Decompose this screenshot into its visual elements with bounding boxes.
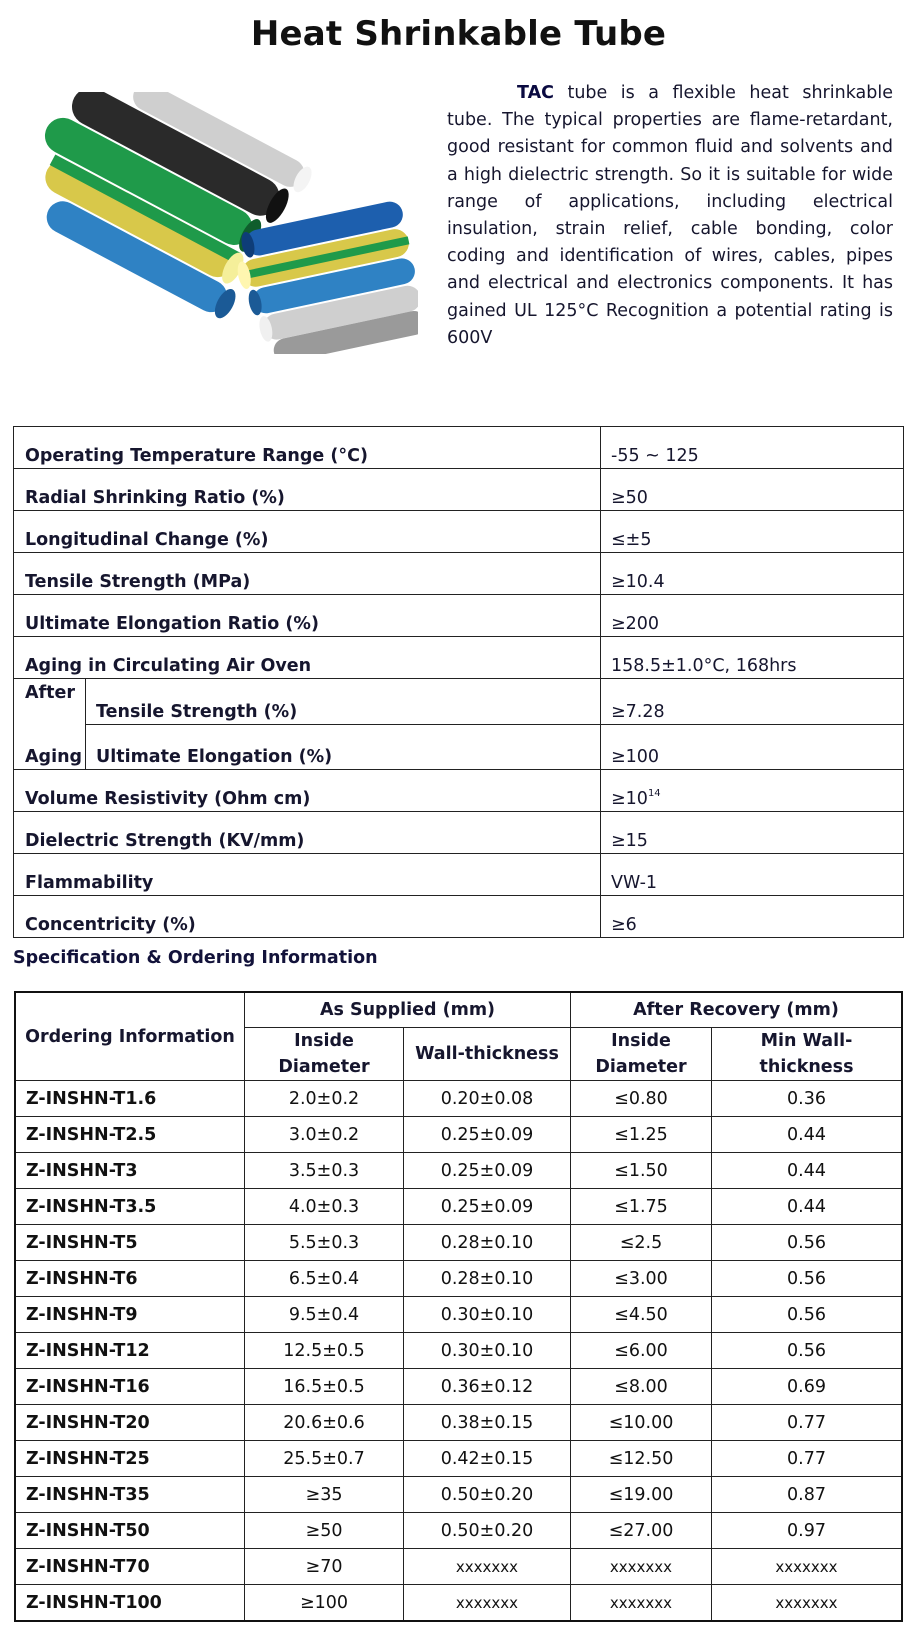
supplied-wall-thickness: 0.42±0.15: [404, 1441, 571, 1477]
table-row: [15, 1369, 902, 1405]
after-aging-row: [14, 724, 904, 770]
supplied-inside-diameter: ≥70: [245, 1549, 404, 1585]
table-row: [15, 1441, 902, 1477]
recovered-inside-diameter: ≤0.80: [571, 1081, 712, 1117]
header-inside-diameter: [245, 1028, 404, 1081]
after-aging-row: [14, 679, 904, 725]
property-value: ≥10.4: [601, 553, 904, 595]
recovered-min-wall: 0.56: [712, 1261, 903, 1297]
recovered-min-wall: 0.56: [712, 1333, 903, 1369]
property-row: [14, 553, 904, 595]
recovered-min-wall: 0.44: [712, 1189, 903, 1225]
supplied-inside-diameter: ≥100: [245, 1585, 404, 1622]
table-row: [15, 1513, 902, 1549]
ordering-code: Z-INSHN-T50: [15, 1513, 245, 1549]
property-row: [14, 896, 904, 938]
property-label: Tensile Strength (MPa): [14, 553, 601, 595]
property-label: Flammability: [14, 854, 601, 896]
supplied-inside-diameter: 4.0±0.3: [245, 1189, 404, 1225]
property-row: [14, 469, 904, 511]
ordering-code: Z-INSHN-T3: [15, 1153, 245, 1189]
recovered-min-wall: 0.56: [712, 1297, 903, 1333]
property-value: ≤±5: [601, 511, 904, 553]
ordering-code: Z-INSHN-T12: [15, 1333, 245, 1369]
resistivity-base: ≥10: [611, 789, 648, 809]
supplied-inside-diameter: 12.5±0.5: [245, 1333, 404, 1369]
supplied-inside-diameter: ≥50: [245, 1513, 404, 1549]
recovered-inside-diameter: ≤1.25: [571, 1117, 712, 1153]
table-row: [15, 1405, 902, 1441]
property-value: ≥50: [601, 469, 904, 511]
property-label: Operating Temperature Range (°C): [14, 427, 601, 469]
table-row: [15, 1225, 902, 1261]
spec-section-title: Specification & Ordering Information: [13, 948, 378, 968]
property-value: 158.5±1.0°C, 168hrs: [601, 637, 904, 679]
supplied-wall-thickness: 0.30±0.10: [404, 1297, 571, 1333]
property-row: [14, 770, 904, 812]
supplied-wall-thickness: 0.28±0.10: [404, 1261, 571, 1297]
supplied-wall-thickness: 0.25±0.09: [404, 1153, 571, 1189]
intro-text: tube is a flexible heat shrinkable tube. The typical properties are flame-retardant, good resistant for common fluid and solvents and a high dielectric strength. So it is suitable for wide range of applications, including electrical insulation, strain relief, cable bonding, color coding and identification of wires, cables, pipes and electrical and electronics components. It has gained UL 125°C Recognition a potential rating is 600V: [447, 83, 893, 348]
spec-header-row: [15, 992, 902, 1028]
table-row: [15, 1477, 902, 1513]
property-value: ≥7.28: [601, 679, 904, 725]
supplied-wall-thickness: 0.38±0.15: [404, 1405, 571, 1441]
recovered-min-wall: 0.44: [712, 1117, 903, 1153]
supplied-wall-thickness: 0.20±0.08: [404, 1081, 571, 1117]
header-text: Inside: [611, 1031, 671, 1051]
property-value: -55 ~ 125: [601, 427, 904, 469]
recovered-min-wall: xxxxxxx: [712, 1549, 903, 1585]
table-row: [15, 1117, 902, 1153]
property-value: [601, 770, 904, 812]
property-row: [14, 812, 904, 854]
ordering-code: Z-INSHN-T9: [15, 1297, 245, 1333]
property-label: Concentricity (%): [14, 896, 601, 938]
header-ordering: Ordering Information: [15, 992, 245, 1081]
ordering-code: Z-INSHN-T3.5: [15, 1189, 245, 1225]
header-text: Min Wall-: [760, 1031, 853, 1051]
recovered-min-wall: 0.77: [712, 1441, 903, 1477]
tube-photo-icon: [18, 92, 418, 354]
supplied-inside-diameter: 20.6±0.6: [245, 1405, 404, 1441]
supplied-inside-diameter: 9.5±0.4: [245, 1297, 404, 1333]
recovered-min-wall: xxxxxxx: [712, 1585, 903, 1622]
recovered-inside-diameter: xxxxxxx: [571, 1549, 712, 1585]
property-label: Ultimate Elongation (%): [86, 724, 601, 770]
after-aging-label-bottom: Aging: [14, 724, 86, 770]
property-value: ≥6: [601, 896, 904, 938]
property-label: Ultimate Elongation Ratio (%): [14, 595, 601, 637]
supplied-wall-thickness: xxxxxxx: [404, 1549, 571, 1585]
supplied-inside-diameter: 3.0±0.2: [245, 1117, 404, 1153]
property-value: ≥100: [601, 724, 904, 770]
recovered-inside-diameter: ≤10.00: [571, 1405, 712, 1441]
ordering-code: Z-INSHN-T6: [15, 1261, 245, 1297]
ordering-code: Z-INSHN-T5: [15, 1225, 245, 1261]
recovered-inside-diameter: ≤12.50: [571, 1441, 712, 1477]
resistivity-exponent: 14: [647, 788, 661, 799]
header-text: thickness: [759, 1057, 854, 1077]
after-aging-label-top: After: [14, 679, 86, 725]
recovered-inside-diameter: ≤27.00: [571, 1513, 712, 1549]
table-row: [15, 1261, 902, 1297]
supplied-inside-diameter: 6.5±0.4: [245, 1261, 404, 1297]
recovered-inside-diameter: ≤3.00: [571, 1261, 712, 1297]
header-wall-thickness: Wall-thickness: [404, 1028, 571, 1081]
ordering-code: Z-INSHN-T1.6: [15, 1081, 245, 1117]
property-value: ≥200: [601, 595, 904, 637]
recovered-min-wall: 0.77: [712, 1405, 903, 1441]
table-row: [15, 1297, 902, 1333]
supplied-wall-thickness: xxxxxxx: [404, 1585, 571, 1622]
table-row: [15, 1153, 902, 1189]
header-text: Inside: [294, 1031, 354, 1051]
property-label: Radial Shrinking Ratio (%): [14, 469, 601, 511]
ordering-code: Z-INSHN-T100: [15, 1585, 245, 1622]
recovered-min-wall: 0.97: [712, 1513, 903, 1549]
property-row: [14, 854, 904, 896]
property-value: ≥15: [601, 812, 904, 854]
ordering-code: Z-INSHN-T35: [15, 1477, 245, 1513]
ordering-code: Z-INSHN-T16: [15, 1369, 245, 1405]
intro-lead: TAC: [517, 83, 554, 103]
recovered-inside-diameter: xxxxxxx: [571, 1585, 712, 1622]
supplied-inside-diameter: 16.5±0.5: [245, 1369, 404, 1405]
ordering-code: Z-INSHN-T2.5: [15, 1117, 245, 1153]
property-row: [14, 511, 904, 553]
ordering-code: Z-INSHN-T25: [15, 1441, 245, 1477]
property-label: Aging in Circulating Air Oven: [14, 637, 601, 679]
supplied-inside-diameter: ≥35: [245, 1477, 404, 1513]
property-label: Tensile Strength (%): [86, 679, 601, 725]
supplied-inside-diameter: 25.5±0.7: [245, 1441, 404, 1477]
header-text: Diameter: [595, 1057, 687, 1077]
property-label: Longitudinal Change (%): [14, 511, 601, 553]
header-as-supplied: As Supplied (mm): [245, 992, 571, 1028]
table-row: [15, 1333, 902, 1369]
recovered-min-wall: 0.56: [712, 1225, 903, 1261]
recovered-min-wall: 0.87: [712, 1477, 903, 1513]
supplied-wall-thickness: 0.36±0.12: [404, 1369, 571, 1405]
table-row: [15, 1549, 902, 1585]
supplied-wall-thickness: 0.25±0.09: [404, 1189, 571, 1225]
recovered-inside-diameter: ≤8.00: [571, 1369, 712, 1405]
table-row: [15, 1585, 902, 1622]
spec-body: [15, 1081, 902, 1622]
ordering-code: Z-INSHN-T20: [15, 1405, 245, 1441]
property-label: Volume Resistivity (Ohm cm): [14, 770, 601, 812]
recovered-min-wall: 0.69: [712, 1369, 903, 1405]
table-row: [15, 1189, 902, 1225]
supplied-wall-thickness: 0.28±0.10: [404, 1225, 571, 1261]
recovered-inside-diameter: ≤6.00: [571, 1333, 712, 1369]
recovered-inside-diameter: ≤4.50: [571, 1297, 712, 1333]
supplied-inside-diameter: 2.0±0.2: [245, 1081, 404, 1117]
recovered-inside-diameter: ≤2.5: [571, 1225, 712, 1261]
supplied-wall-thickness: 0.30±0.10: [404, 1333, 571, 1369]
recovered-min-wall: 0.44: [712, 1153, 903, 1189]
property-row: [14, 637, 904, 679]
supplied-wall-thickness: 0.50±0.20: [404, 1477, 571, 1513]
header-text: Diameter: [278, 1057, 370, 1077]
supplied-inside-diameter: 3.5±0.3: [245, 1153, 404, 1189]
recovered-inside-diameter: ≤1.75: [571, 1189, 712, 1225]
property-label: Dielectric Strength (KV/mm): [14, 812, 601, 854]
spec-table: [14, 991, 903, 1622]
property-value: VW-1: [601, 854, 904, 896]
property-row: [14, 427, 904, 469]
header-after-recovery: After Recovery (mm): [571, 992, 903, 1028]
table-row: [15, 1081, 902, 1117]
recovered-inside-diameter: ≤1.50: [571, 1153, 712, 1189]
intro-paragraph: [447, 80, 893, 352]
header-recovered-inside-diameter: [571, 1028, 712, 1081]
page-title: Heat Shrinkable Tube: [250, 14, 667, 54]
supplied-wall-thickness: 0.25±0.09: [404, 1117, 571, 1153]
supplied-inside-diameter: 5.5±0.3: [245, 1225, 404, 1261]
recovered-inside-diameter: ≤19.00: [571, 1477, 712, 1513]
ordering-code: Z-INSHN-T70: [15, 1549, 245, 1585]
properties-table: [13, 426, 904, 938]
recovered-min-wall: 0.36: [712, 1081, 903, 1117]
property-row: [14, 595, 904, 637]
supplied-wall-thickness: 0.50±0.20: [404, 1513, 571, 1549]
header-min-wall-thickness: [712, 1028, 903, 1081]
